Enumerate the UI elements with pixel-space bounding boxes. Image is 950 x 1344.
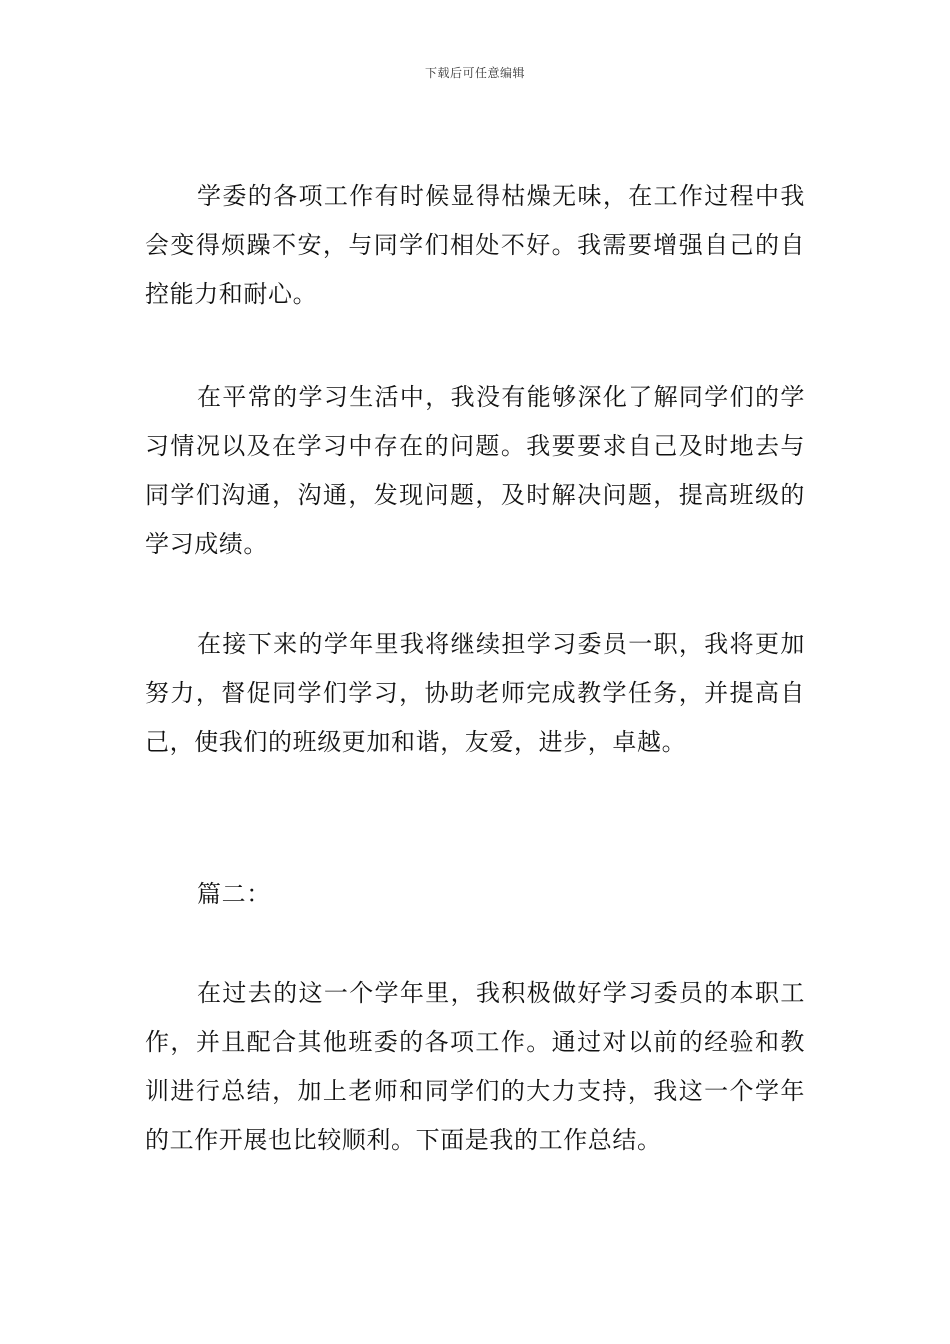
section-heading: 篇二： (197, 880, 271, 908)
page-header: 下载后可任意编辑 (424, 66, 525, 80)
paragraph-1: 学委的各项工作有时候显得枯燥无味，在工作过程中我会变得烦躁不安，与同学们相处不好。我需要增强自己的自控能力和耐心。 (145, 182, 805, 308)
paragraph-2: 在平常的学习生活中，我没有能够深化了解同学们的学习情况以及在学习中存在的问题。我要要求自己及时地去与同学们沟通，沟通，发现问题，及时解决问题，提高班级的学习成绩。 (145, 383, 805, 558)
section-paragraph-1: 在过去的这一个学年里，我积极做好学习委员的本职工作，并且配合其他班委的各项工作。通过对以前的经验和教训进行总结，加上老师和同学们的大力支持，我这一个学年的工作开展也比较顺利。下面是我的工作总结。 (145, 979, 805, 1154)
paragraph-3: 在接下来的学年里我将继续担学习委员一职，我将更加努力，督促同学们学习，协助老师完成教学任务，并提高自己，使我们的班级更加和谐，友爱，进步，卓越。 (145, 630, 805, 756)
